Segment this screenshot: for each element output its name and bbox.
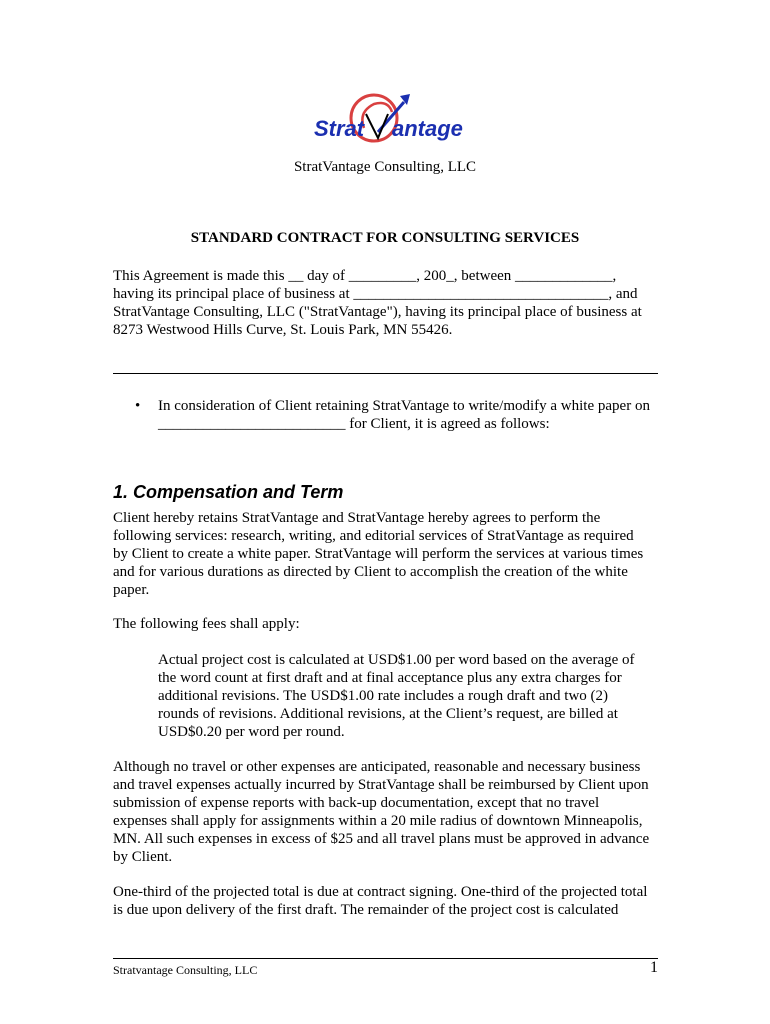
page-number: 1: [650, 959, 658, 976]
company-name: StratVantage Consulting, LLC: [293, 159, 477, 175]
travel-expenses-paragraph: Although no travel or other expenses are anticipated, reasonable and necessary business and travel expenses actually incurred by StratVantage shall be reimbursed by Client upon submission of expense reports with back-up documentation, except that no travel expenses shall apply for assignments within a 20 mile radius of downtown Minneapolis, MN. All such expenses in excess of $25 and all travel plans must be approved in advance by Client.: [113, 759, 650, 865]
logo-graphic: [308, 92, 463, 148]
services-paragraph: Client hereby retains StratVantage and StratVantage hereby agrees to perform the following services: research, writing, and editorial services of StratVantage as required by Client to create a white paper. StratVantage will perform the services at various times and for various durations as directed by Client to accomplish the creation of the white paper.: [113, 510, 644, 598]
contract-title: STANDARD CONTRACT FOR CONSULTING SERVICES: [190, 230, 580, 246]
agreement-intro: This Agreement is made this __ day of _________, 200_, between _____________, having its principal place of business at __________________________________, and StratVantage Consulting, LLC ("StratVantage"), having its principal place of business at 8273 Westwood Hills Curve, St. Louis Park, MN 55426.: [113, 268, 642, 338]
bullet-text: In consideration of Client retaining StratVantage to write/modify a white paper on _________________________ for Client, it is agreed as follows:: [158, 398, 650, 432]
svg-text:antage: antage: [392, 116, 463, 141]
project-cost-paragraph: Actual project cost is calculated at USD$1.00 per word based on the average of the word count at first draft and at final acceptance plus any extra charges for additional revisions. The USD$1.00 rate includes a rough draft and two (2) rounds of revisions. Additional revisions, at the Client’s request, are billed at USD$0.20 per word per round.: [158, 652, 635, 740]
fees-intro: The following fees shall apply:: [113, 616, 300, 632]
horizontal-rule: [113, 373, 658, 374]
svg-text:Strat: Strat: [314, 116, 365, 141]
section-heading: 1. Compensation and Term: [113, 482, 344, 502]
bullet-icon: •: [135, 398, 141, 414]
payment-paragraph: One-third of the projected total is due at contract signing. One-third of the projected total is due upon delivery of the first draft. The remainder of the project cost is calculated: [113, 884, 648, 918]
footer-rule: [113, 958, 658, 959]
company-logo: [308, 92, 463, 148]
footer-company: Stratvantage Consulting, LLC: [113, 963, 258, 977]
